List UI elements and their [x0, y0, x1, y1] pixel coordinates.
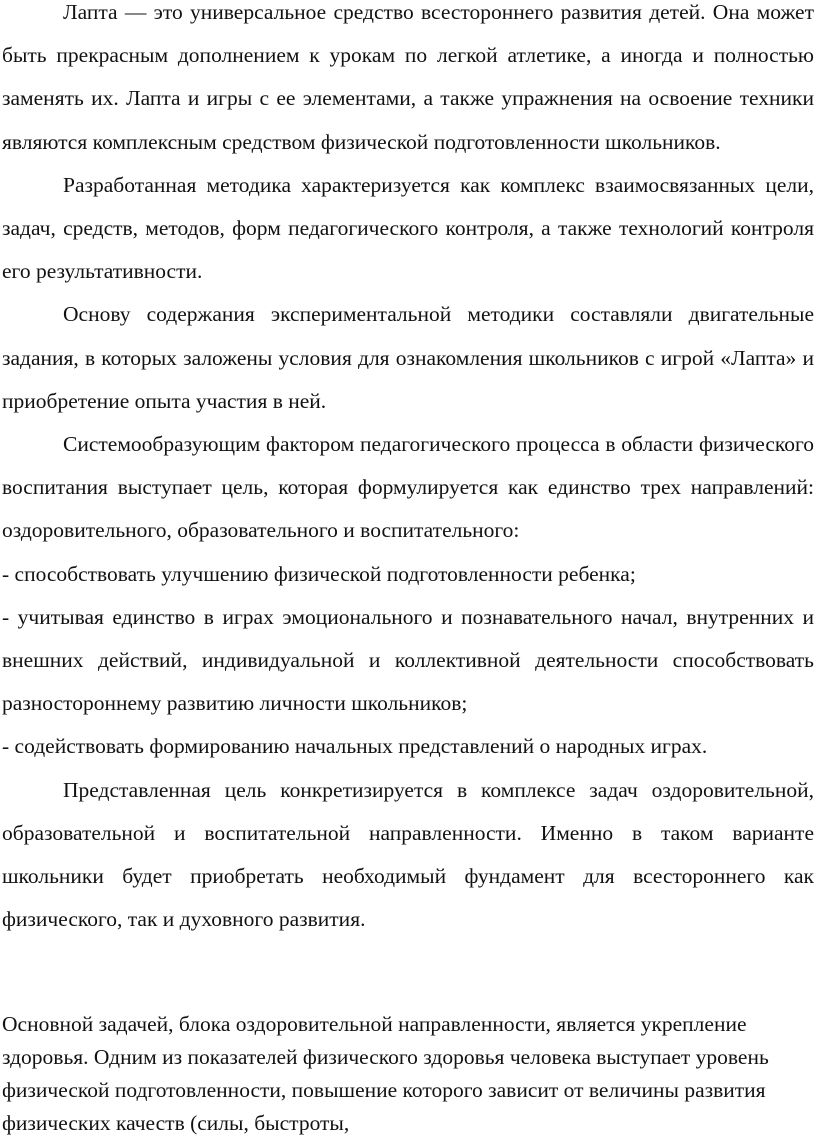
- paragraph-goal-tasks: Представленная цель конкретизируется в комплексе задач оздоровительной, образовательной и воспитательной направленности. Именно в таком варианте школьники будет приобретать необходимый фундамент для всестороннего как физического, так и духовного развития.: [2, 777, 814, 932]
- list-item-physical-preparedness: - способствовать улучшению физической подготовленности ребенка;: [2, 561, 636, 586]
- paragraph-lapta-intro: Лапта — это универсальное средство всестороннего развития детей. Она может быть прекрасным дополнением к урокам по легкой атлетике, а иногда и полностью заменять их. Лапта и игры с ее элементами, а также упражнения на освоение техники являются комплексным средством физической подготовленности школьников.: [2, 0, 814, 154]
- paragraph-health-task: Основной задачей, блока оздоровительной направленности, является укрепление здоровья. Одним из показателей физического здоровья человека выступает уровень физической подготовленности, повышение которого зависит от величины развития физических качеств (силы, быстроты,: [2, 1012, 769, 1135]
- paragraph-experimental-basis: Основу содержания экспериментальной методики составляли двигательные задания, в которых заложены условия для ознакомления школьников с игрой «Лапта» и приобретение опыта участия в ней.: [2, 302, 814, 413]
- document-final-block: [2, 1008, 814, 1140]
- paragraph-system-goal: Системообразующим фактором педагогического процесса в области физического воспитания выступает цель, которая формулируется как единство трех направлений: оздоровительного, образовательного и воспитательного:: [2, 432, 814, 543]
- paragraph-methodology: Разработанная методика характеризуется как комплекс взаимосвязанных цели, задач, средств, методов, форм педагогического контроля, а также технологий контроля его результативности.: [2, 172, 814, 284]
- list-item-personality-development: - учитывая единство в играх эмоционального и познавательного начал, внутренних и внешних действий, индивидуальной и коллективной деятельности способствовать разностороннему развитию личности школьников;: [2, 604, 814, 716]
- document-body: [2, 0, 814, 941]
- list-item-folk-games: - содействовать формированию начальных представлений о народных играх.: [2, 734, 708, 759]
